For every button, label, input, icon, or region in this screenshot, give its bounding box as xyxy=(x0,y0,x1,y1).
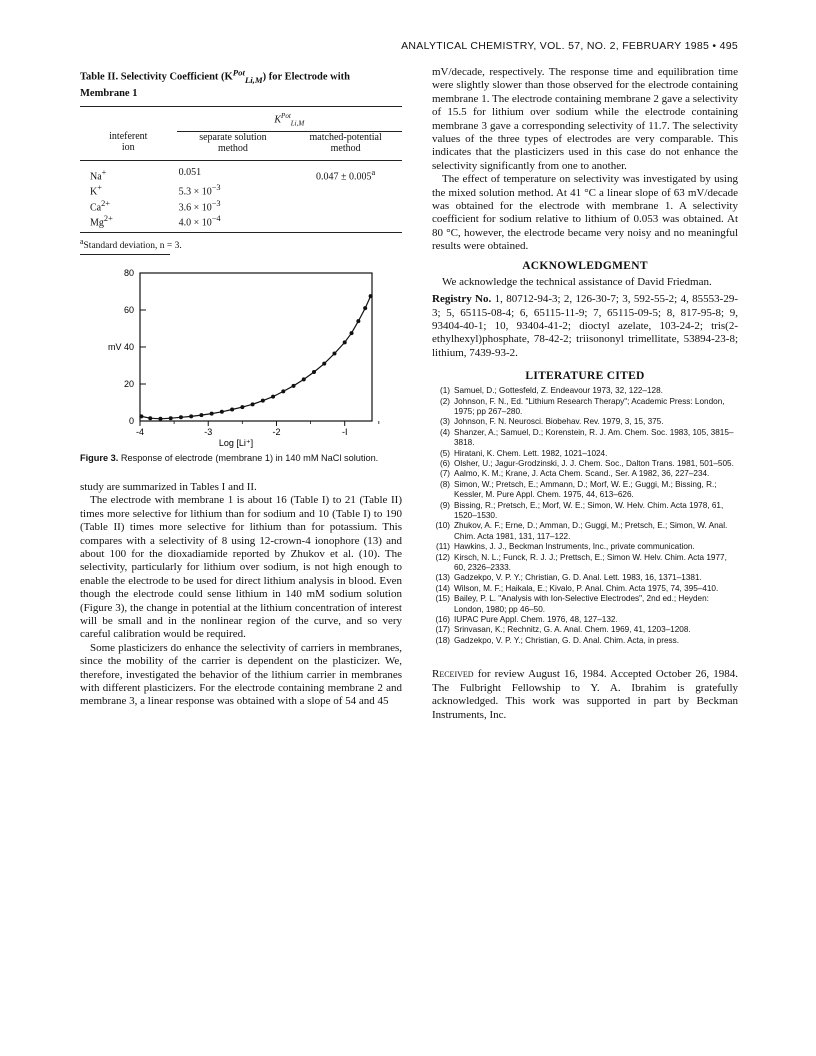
reference-item: (11) Hawkins, J. J., Beckman Instruments, Inc., private communication. xyxy=(436,542,695,552)
ack-text: We acknowledge the technical assistance of David Friedman. xyxy=(442,275,712,288)
table-row: Na+ 0.051 0.047 ± 0.005$^a$ xyxy=(90,166,376,183)
running-head: ANALYTICAL CHEMISTRY, VOL. 57, NO. 2, FEBRUARY 1985 • 495 xyxy=(401,40,738,52)
reference-item: (16) IUPAC Pure Appl. Chem. 1976, 48, 127–132. xyxy=(435,615,618,625)
data-point xyxy=(189,415,193,419)
table-row: $Ca^{2+}$ $3.6 \times 10^{-3}$ xyxy=(90,198,221,213)
left-body-paragraph: The electrode with membrane 1 is about 16 (Table I) to 21 (Table II) times more selective for lithium than for sodium and 10 (Table I) to 190 (Table II) times more selective for lithium than for potassium. This compares with a selectivity of 8 using 12-crown-4 ionophore (13) and about 100 for the dioxadiamide reported by Zhukov et al. (10). The selectivity, particularly for lithium over sodium, is not high enough to enable the electrode to be used for direct lithium analysis in blood. Even though the electrode could sense lithium in 140 mM sodium solution (Figure 3), the change in potential at the lithium concentration of interest will be small and in the nonlinear region of the curve, and so very careful calibration would be required. xyxy=(80,494,402,641)
data-point xyxy=(363,307,367,311)
data-point xyxy=(312,370,316,374)
data-point xyxy=(220,410,224,414)
x-tick-label: -2 xyxy=(272,427,281,438)
right-body-paragraph: The effect of temperature on selectivity was investigated by using the mixed solution method. At 41 °C a linear slope of 63 mV/decade was obtained for the electrode with membrane 1. A selectivity coefficient for sodium relative to lithium of 0.053 was obtained. At 80 °C, however, the electrode became very noisy and no meaningful results were obtained. xyxy=(432,173,738,253)
left-column xyxy=(80,66,402,709)
data-point xyxy=(356,319,360,323)
reference-item: (7) Aalmo, K. M.; Krane, J. Acta Chem. Scand., Ser. A 1982, 36, 227–234. xyxy=(439,469,710,479)
x-tick-label: -3 xyxy=(204,427,213,438)
y-tick-label: mV 40 xyxy=(107,342,134,353)
data-point xyxy=(179,416,183,420)
x-tick-label: -I xyxy=(341,427,348,438)
right-column xyxy=(432,66,738,733)
reference-item: (4) Shanzer, A.; Samuel, D.; Korenstein, R. J. Am. Chem. Soc. 1983, 105, 3815–3818. xyxy=(439,427,734,448)
data-point xyxy=(369,295,373,299)
reference-item: (8) Simon, W.; Pretsch, E.; Ammann, D.; Morf, W. E.; Guggi, M.; Bissing, R.; Kessler, M. Pure Appl. Chem. 1975, 44, 613–626. xyxy=(439,479,717,500)
x-tick-label: -4 xyxy=(135,427,145,438)
reference-item: (2) Johnson, F. N., Ed. "Lithium Research Therapy"; Academic Press: London, 1975; pp 267–280. xyxy=(439,396,725,416)
reference-item: (9) Bissing, R.; Pretsch, E.; Morf, W. E.; Simon, W. Helv. Chim. Acta 1978, 61, 1520–1530. xyxy=(439,500,724,520)
reference-item: (17) Srinvasan, K.; Rechnitz, G. A. Anal. Chem. 1969, 41, 1203–1208. xyxy=(435,625,691,635)
col-header-matched: matched-potential method xyxy=(289,131,402,160)
data-point xyxy=(240,406,244,410)
figure-3-chart xyxy=(86,269,386,449)
y-tick-label: 80 xyxy=(123,269,134,279)
data-point xyxy=(261,399,265,403)
data-point xyxy=(251,403,255,407)
data-point xyxy=(199,413,203,417)
k-column-group-header: $K^{Pot}_{Li,M}$ xyxy=(274,111,305,127)
reference-item: (12) Kirsch, N. L.; Funck, R. J. J.; Prettsch, E.; Simon W. Helv. Chim. Acta 1977, 60, 2326–2333. xyxy=(435,552,727,573)
data-point xyxy=(350,332,354,336)
reference-item: (3) Johnson, F. N. Neurosci. Biobehav. Rev. 1979, 3, 15, 375. xyxy=(439,417,664,427)
data-point xyxy=(139,415,143,419)
data-point xyxy=(322,362,326,366)
reference-item: (5) Hiratani, K. Chem. Lett. 1982, 1021–1024. xyxy=(439,448,608,458)
left-body-paragraph: study are summarized in Tables I and II. xyxy=(80,480,257,493)
y-tick-label: 20 xyxy=(123,379,134,390)
data-point xyxy=(210,412,214,416)
data-point xyxy=(281,390,285,394)
x-axis-label: Log [Li⁺] xyxy=(218,438,254,449)
registry-numbers: Registry No. 1, 80712-94-3; 2, 126-30-7; 3, 592-55-2; 4, 85553-29-3; 5, 65115-08-4; 6, 65115-11-9; 7, 65115-09-5; 8, 817-95-8; 9, 93404-40-1; 10, 93404-41-2; dioctyl azelate, 103-24-2; tris(2-ethylhexyl)phosphate, 78-42-2; triisononyl trimellitate, 53894-23-8; lithium, 7439-93-2. xyxy=(432,293,739,359)
reference-item: (10) Zhukov, A. F.; Erne, D.; Amman, D.; Guggi, M.; Pretsch, E.; Simon, W. Anal. Chim. Acta 1981, 131, 117–122. xyxy=(435,521,728,541)
data-point xyxy=(343,341,347,345)
response-curve xyxy=(141,296,370,419)
left-body-paragraph: Some plasticizers do enhance the selectivity of carriers in membranes, since the mobility of the carrier is dependent on the plasticizer. We, therefore, investigated the behavior of the lithium carrier in membranes with different plasticizers. For the electrode containing membrane 2 and membrane 3, a linear response was obtained with a slope of 54 and 45 xyxy=(80,641,402,708)
plot-frame xyxy=(140,273,372,421)
received-note: Received for review August 16, 1984. Accepted October 26, 1984. The Fulbright Fellowship to Y. A. Ibrahim is gratefully acknowledged. This work was supported in part by Beckman Instruments, Inc. xyxy=(432,668,738,721)
data-point xyxy=(332,352,336,356)
data-point xyxy=(169,417,173,421)
reference-item: (15) Bailey, P. L. "Analysis with Ion-Selective Electrodes", 2nd ed.; Heyden: London, 1980; pp 46–50. xyxy=(435,594,709,614)
ack-heading: ACKNOWLEDGMENT xyxy=(522,259,648,272)
col-header-separate: separate solution method xyxy=(177,131,290,160)
reference-item: (1) Samuel, D.; Gottesfeld, Z. Endeavour 1973, 32, 122–128. xyxy=(439,386,663,396)
data-point xyxy=(292,384,296,388)
literature-heading: LITERATURE CITED xyxy=(525,370,645,383)
selectivity-table xyxy=(80,107,402,229)
data-point xyxy=(148,417,152,421)
y-tick-label: 60 xyxy=(123,305,134,316)
y-tick-label: 0 xyxy=(128,416,134,427)
table-row: $Mg^{2+}$ $4.0 \times 10^{-4}$ xyxy=(90,213,221,229)
data-point xyxy=(230,408,234,412)
reference-item: (13) Gadzekpo, V. P. Y.; Christian, G. D. Anal. Lett. 1983, 16, 1371–1381. xyxy=(435,573,702,583)
data-point xyxy=(158,417,162,421)
right-body-paragraph: mV/decade, respectively. The response time and equilibration time were slightly slower than those observed for the electrode containing membrane 1. The electrode containing membrane 2 gave a selectivity of 15.5 for lithium over sodium while the electrode containing membrane 3 gave a corresponding selectivity of 11.7. The selectivity values of the three types of electrodes are very comparable. This indicates that the plasticizers used in this case do not enhance the selectivity significantly from one to another. xyxy=(432,66,738,172)
reference-list xyxy=(432,386,738,646)
reference-item: (6) Olsher, U.; Jagur-Grodzinski, J. J. Chem. Soc., Dalton Trans. 1981, 501–505. xyxy=(439,458,734,468)
reference-item: (14) Wilson, M. F.; Haikala, E.; Kivalo, P. Anal. Chim. Acta 1975, 74, 395–410. xyxy=(435,583,719,593)
data-point xyxy=(271,395,275,399)
table-title: Table II. Selectivity Coefficient $(K^{Pot}_{Li,M})$ for Electrode with Membrane 1 xyxy=(80,67,351,99)
figure-caption: Figure 3. Response of electrode (membrane 1) in 140 mM NaCl solution. xyxy=(80,453,379,464)
reference-item: (18) Gadzekpo, V. P. Y.; Christian, G. D. Anal. Chim. Acta, in press. xyxy=(435,635,679,645)
table-footnote: $^a$Standard deviation, n = 3. xyxy=(80,237,182,252)
data-point xyxy=(302,378,306,382)
table-row: K+ $5.3 \times 10^{-3}$ xyxy=(90,183,221,198)
col-header-ion: inteferent ion xyxy=(109,131,148,154)
